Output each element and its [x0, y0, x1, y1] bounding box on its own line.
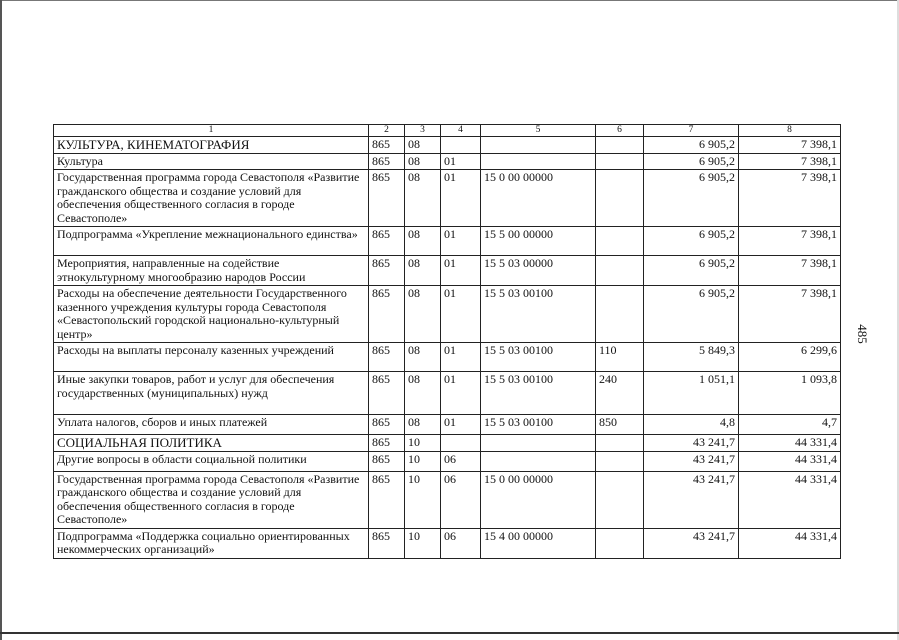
row-subsection-code: 01 [441, 415, 481, 435]
col-header-target: 5 [481, 125, 596, 137]
row-section-code: 08 [405, 415, 441, 435]
row-amount-2: 7 398,1 [739, 170, 841, 227]
row-amount-1: 4,8 [644, 415, 739, 435]
row-name: Подпрограмма «Укрепление межнационального единства» [54, 227, 369, 256]
row-subsection-code [441, 435, 481, 452]
row-amount-1: 6 905,2 [644, 286, 739, 343]
row-target-code: 15 4 00 00000 [481, 528, 596, 558]
row-section-code: 08 [405, 137, 441, 154]
row-section-code: 08 [405, 372, 441, 415]
table-row [54, 471, 841, 528]
page-number: 485 [854, 324, 870, 344]
row-amount-1: 43 241,7 [644, 471, 739, 528]
row-amount-2: 7 398,1 [739, 153, 841, 170]
row-expense-type [596, 451, 644, 471]
row-target-code [481, 153, 596, 170]
row-name: Государственная программа города Севастополя «Развитие гражданского общества и создание условий для обеспечения общественного согласия в городе Севастополе» [54, 170, 369, 227]
table-row [54, 286, 841, 343]
row-amount-2: 44 331,4 [739, 435, 841, 452]
row-amount-2: 44 331,4 [739, 528, 841, 558]
row-admin-code: 865 [369, 286, 405, 343]
row-name: Уплата налогов, сборов и иных платежей [54, 415, 369, 435]
row-target-code: 15 5 03 00100 [481, 415, 596, 435]
row-expense-type [596, 170, 644, 227]
budget-table [53, 124, 841, 559]
table-row [54, 227, 841, 256]
header-row [54, 125, 841, 137]
row-amount-1: 43 241,7 [644, 528, 739, 558]
row-amount-2: 7 398,1 [739, 227, 841, 256]
row-subsection-code: 01 [441, 170, 481, 227]
row-subsection-code: 01 [441, 256, 481, 286]
row-expense-type [596, 286, 644, 343]
row-expense-type [596, 471, 644, 528]
row-amount-1: 6 905,2 [644, 256, 739, 286]
row-section-code: 08 [405, 343, 441, 372]
row-amount-1: 6 905,2 [644, 227, 739, 256]
row-expense-type [596, 256, 644, 286]
row-subsection-code: 06 [441, 528, 481, 558]
row-amount-2: 7 398,1 [739, 137, 841, 154]
row-subsection-code: 06 [441, 471, 481, 528]
row-section-code: 08 [405, 256, 441, 286]
row-amount-1: 6 905,2 [644, 170, 739, 227]
row-name: Другие вопросы в области социальной политики [54, 451, 369, 471]
row-target-code: 15 5 03 00000 [481, 256, 596, 286]
row-expense-type [596, 153, 644, 170]
col-header-expense-type: 6 [596, 125, 644, 137]
row-target-code: 15 0 00 00000 [481, 170, 596, 227]
row-target-code: 15 5 03 00100 [481, 343, 596, 372]
row-amount-2: 4,7 [739, 415, 841, 435]
scan-left-edge [0, 0, 2, 640]
row-admin-code: 865 [369, 435, 405, 452]
row-admin-code: 865 [369, 170, 405, 227]
row-admin-code: 865 [369, 471, 405, 528]
table-row [54, 256, 841, 286]
col-header-admin: 2 [369, 125, 405, 137]
row-admin-code: 865 [369, 372, 405, 415]
row-expense-type: 240 [596, 372, 644, 415]
table-row [54, 435, 841, 452]
row-admin-code: 865 [369, 227, 405, 256]
row-section-code: 08 [405, 286, 441, 343]
row-name: Расходы на обеспечение деятельности Государственного казенного учреждения культуры города Севастополя «Севастопольский городской национально-культурный центр» [54, 286, 369, 343]
row-admin-code: 865 [369, 137, 405, 154]
row-admin-code: 865 [369, 256, 405, 286]
row-amount-2: 7 398,1 [739, 256, 841, 286]
row-target-code [481, 435, 596, 452]
row-expense-type [596, 137, 644, 154]
row-amount-1: 6 905,2 [644, 153, 739, 170]
col-header-amount-1: 7 [644, 125, 739, 137]
table-row [54, 372, 841, 415]
row-target-code: 15 5 03 00100 [481, 286, 596, 343]
table-row [54, 137, 841, 154]
row-subsection-code: 01 [441, 286, 481, 343]
row-section-code: 10 [405, 435, 441, 452]
row-amount-1: 1 051,1 [644, 372, 739, 415]
row-subsection-code: 01 [441, 343, 481, 372]
row-admin-code: 865 [369, 153, 405, 170]
table-row [54, 528, 841, 558]
row-name: Иные закупки товаров, работ и услуг для обеспечения государственных (муниципальных) нужд [54, 372, 369, 415]
row-expense-type: 110 [596, 343, 644, 372]
row-name: Культура [54, 153, 369, 170]
row-name: Расходы на выплаты персоналу казенных учреждений [54, 343, 369, 372]
col-header-amount-2: 8 [739, 125, 841, 137]
row-expense-type [596, 435, 644, 452]
row-subsection-code [441, 137, 481, 154]
row-amount-1: 5 849,3 [644, 343, 739, 372]
row-subsection-code: 06 [441, 451, 481, 471]
row-amount-2: 1 093,8 [739, 372, 841, 415]
row-section-code: 10 [405, 471, 441, 528]
row-amount-1: 43 241,7 [644, 435, 739, 452]
row-amount-2: 44 331,4 [739, 471, 841, 528]
row-expense-type [596, 227, 644, 256]
row-admin-code: 865 [369, 528, 405, 558]
row-amount-2: 6 299,6 [739, 343, 841, 372]
col-header-section: 3 [405, 125, 441, 137]
row-admin-code: 865 [369, 343, 405, 372]
scan-top-edge [0, 0, 899, 1]
row-section-code: 08 [405, 153, 441, 170]
row-amount-2: 44 331,4 [739, 451, 841, 471]
row-section-code: 08 [405, 227, 441, 256]
row-target-code [481, 451, 596, 471]
row-name: Подпрограмма «Поддержка социально ориентированных некоммерческих организаций» [54, 528, 369, 558]
col-header-subsection: 4 [441, 125, 481, 137]
row-target-code: 15 5 03 00100 [481, 372, 596, 415]
row-subsection-code: 01 [441, 153, 481, 170]
table-row [54, 343, 841, 372]
table-row [54, 451, 841, 471]
row-amount-2: 7 398,1 [739, 286, 841, 343]
table-row [54, 170, 841, 227]
row-expense-type [596, 528, 644, 558]
scan-bottom-edge [0, 632, 899, 634]
col-header-name: 1 [54, 125, 369, 137]
table-row [54, 153, 841, 170]
table-row [54, 415, 841, 435]
row-section-code: 10 [405, 528, 441, 558]
row-subsection-code: 01 [441, 227, 481, 256]
row-name: Государственная программа города Севастополя «Развитие гражданского общества и создание условий для обеспечения общественного согласия в городе Севастополе» [54, 471, 369, 528]
row-amount-1: 6 905,2 [644, 137, 739, 154]
row-admin-code: 865 [369, 451, 405, 471]
row-subsection-code: 01 [441, 372, 481, 415]
row-expense-type: 850 [596, 415, 644, 435]
row-section-code: 10 [405, 451, 441, 471]
row-section-code: 08 [405, 170, 441, 227]
row-target-code: 15 0 00 00000 [481, 471, 596, 528]
row-amount-1: 43 241,7 [644, 451, 739, 471]
row-name: КУЛЬТУРА, КИНЕМАТОГРАФИЯ [54, 137, 369, 154]
row-target-code: 15 5 00 00000 [481, 227, 596, 256]
row-target-code [481, 137, 596, 154]
row-name: СОЦИАЛЬНАЯ ПОЛИТИКА [54, 435, 369, 452]
row-admin-code: 865 [369, 415, 405, 435]
row-name: Мероприятия, направленные на содействие этнокультурному многообразию народов России [54, 256, 369, 286]
